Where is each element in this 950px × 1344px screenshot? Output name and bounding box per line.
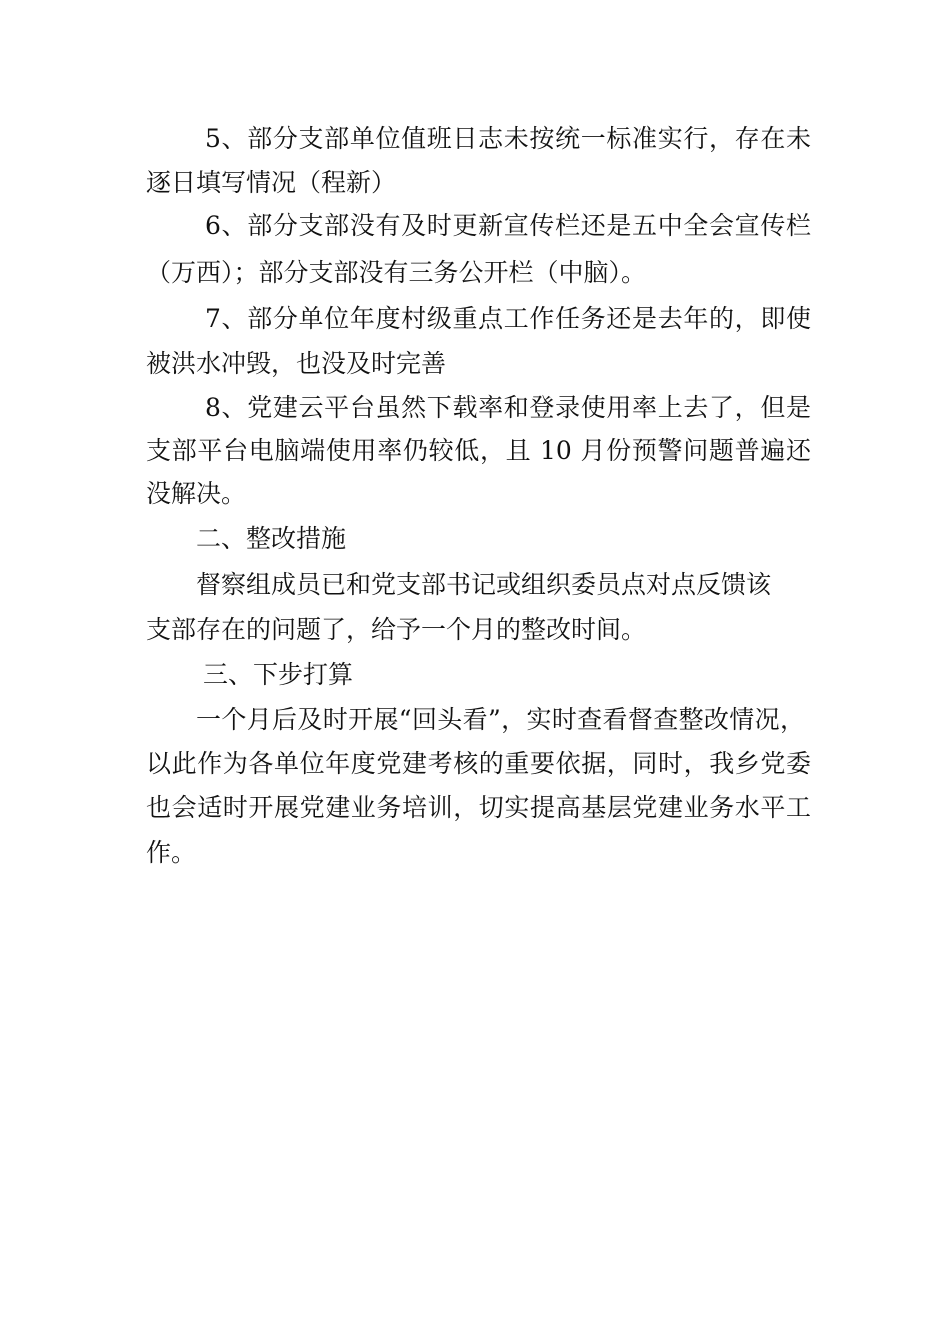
item-8-line-1: 8、党建云平台虽然下载率和登录使用率上去了，但是 [205,393,811,422]
section-3-heading: 三、下步打算 [203,660,354,689]
item-5-line-1: 5、部分支部单位值班日志未按统一标准实行，存在未 [205,124,811,153]
item-5-line-2: 逐日填写情况（程新） [146,168,397,197]
item-7-line-2: 被洪水冲毁，也没及时完善 [146,349,447,378]
section-2-line-2: 支部存在的问题了，给予一个月的整改时间。 [146,615,647,644]
section-3-line-1: 一个月后及时开展“回头看”，实时查看督查整改情况， [196,705,805,734]
section-3-line-4: 作。 [146,838,197,867]
section-3-line-2: 以此作为各单位年度党建考核的重要依据，同时，我乡党委 [146,749,811,778]
item-6-line-2: （万西）；部分支部没有三务公开栏（中脑）。 [146,258,647,287]
item-7-line-1: 7、部分单位年度村级重点工作任务还是去年的，即使 [205,304,811,333]
section-2-heading: 二、整改措施 [196,524,347,553]
item-8-line-2: 支部平台电脑端使用率仍较低，且 10 月份预警问题普遍还 [146,436,811,465]
section-3-line-3: 也会适时开展党建业务培训，切实提高基层党建业务水平工 [146,793,811,822]
item-8-line-3: 没解决。 [146,479,247,508]
section-2-line-1: 督察组成员已和党支部书记或组织委员点对点反馈该 [196,570,772,599]
item-6-line-1: 6、部分支部没有及时更新宣传栏还是五中全会宣传栏 [205,211,811,240]
